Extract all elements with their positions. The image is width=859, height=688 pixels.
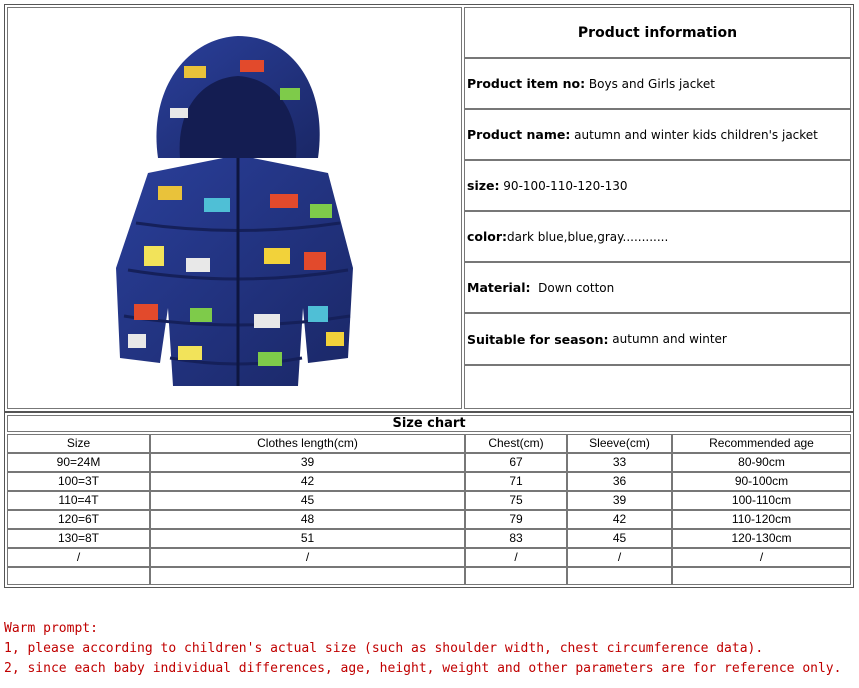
product-image-cell [7, 7, 462, 409]
size-chart-cell: 51 [150, 529, 465, 548]
size-chart-cell: 45 [150, 491, 465, 510]
size-chart-cell: 120=6T [7, 510, 150, 529]
size-chart-cell: 80-90cm [672, 453, 851, 472]
size-chart-cell: 79 [465, 510, 567, 529]
size-chart-cell [150, 567, 465, 585]
warm-prompt-line-2: 2, since each baby individual differences, age, height, weight and other parameters are for reference only. [4, 661, 842, 676]
info-label: Product name: [467, 127, 571, 142]
size-chart-cell: / [672, 548, 851, 567]
size-chart-cell: 90=24M [7, 453, 150, 472]
info-row-name [464, 109, 851, 160]
size-chart-cell: 39 [150, 453, 465, 472]
kids-jacket-image [8, 8, 461, 408]
size-chart-cell: 42 [150, 472, 465, 491]
info-row-item-no [464, 58, 851, 109]
size-chart-header: Clothes length(cm) [150, 434, 465, 453]
info-row-color [464, 211, 851, 262]
size-chart-cell: 90-100cm [672, 472, 851, 491]
size-chart-cell: 36 [567, 472, 672, 491]
size-chart-cell: 39 [567, 491, 672, 510]
size-chart-cell [465, 567, 567, 585]
size-chart-cell: 100-110cm [672, 491, 851, 510]
size-chart-cell: 120-130cm [672, 529, 851, 548]
size-chart-cell: 130=8T [7, 529, 150, 548]
size-chart-cell [7, 567, 150, 585]
info-value: 90-100-110-120-130 [499, 178, 628, 193]
size-chart-cell: 110=4T [7, 491, 150, 510]
info-value: Boys and Girls jacket [585, 76, 715, 91]
size-chart-cell: 33 [567, 453, 672, 472]
size-chart-header: Chest(cm) [465, 434, 567, 453]
info-label: color: [467, 229, 508, 244]
info-row-season [464, 313, 851, 365]
info-label: Material: [467, 280, 531, 295]
size-chart-header: Recommended age [672, 434, 851, 453]
size-chart-cell: 48 [150, 510, 465, 529]
size-chart-header: Size [7, 434, 150, 453]
size-chart-header: Sleeve(cm) [567, 434, 672, 453]
warm-prompt-line-1: 1, please according to children's actual size (such as shoulder width, chest circumference data). [4, 641, 764, 656]
size-chart-cell [567, 567, 672, 585]
info-label: size: [467, 178, 500, 193]
size-chart-cell [672, 567, 851, 585]
info-value: autumn and winter kids children's jacket [570, 127, 818, 142]
size-chart-cell: 75 [465, 491, 567, 510]
size-chart-cell: 71 [465, 472, 567, 491]
product-info-title: Product information [464, 7, 851, 58]
warm-prompt-title: Warm prompt: [4, 621, 98, 636]
info-row-empty [464, 365, 851, 409]
size-chart-cell: 83 [465, 529, 567, 548]
size-chart-cell: 110-120cm [672, 510, 851, 529]
info-value: dark blue,blue,gray............ [507, 229, 669, 244]
size-chart-cell: 42 [567, 510, 672, 529]
size-chart-title: Size chart [7, 415, 851, 432]
size-chart-cell: / [7, 548, 150, 567]
info-value: Down cotton [530, 280, 615, 295]
size-chart-table [4, 412, 854, 588]
info-label: Suitable for season: [467, 331, 609, 347]
size-chart-cell: / [567, 548, 672, 567]
info-value: autumn and winter [608, 332, 727, 346]
info-row-material [464, 262, 851, 313]
size-chart-cell: / [465, 548, 567, 567]
product-table [4, 4, 854, 412]
info-row-size [464, 160, 851, 211]
size-chart-cell: / [150, 548, 465, 567]
size-chart-cell: 67 [465, 453, 567, 472]
size-chart-cell: 100=3T [7, 472, 150, 491]
size-chart-cell: 45 [567, 529, 672, 548]
info-label: Product item no: [467, 76, 586, 91]
product-info [464, 7, 851, 409]
